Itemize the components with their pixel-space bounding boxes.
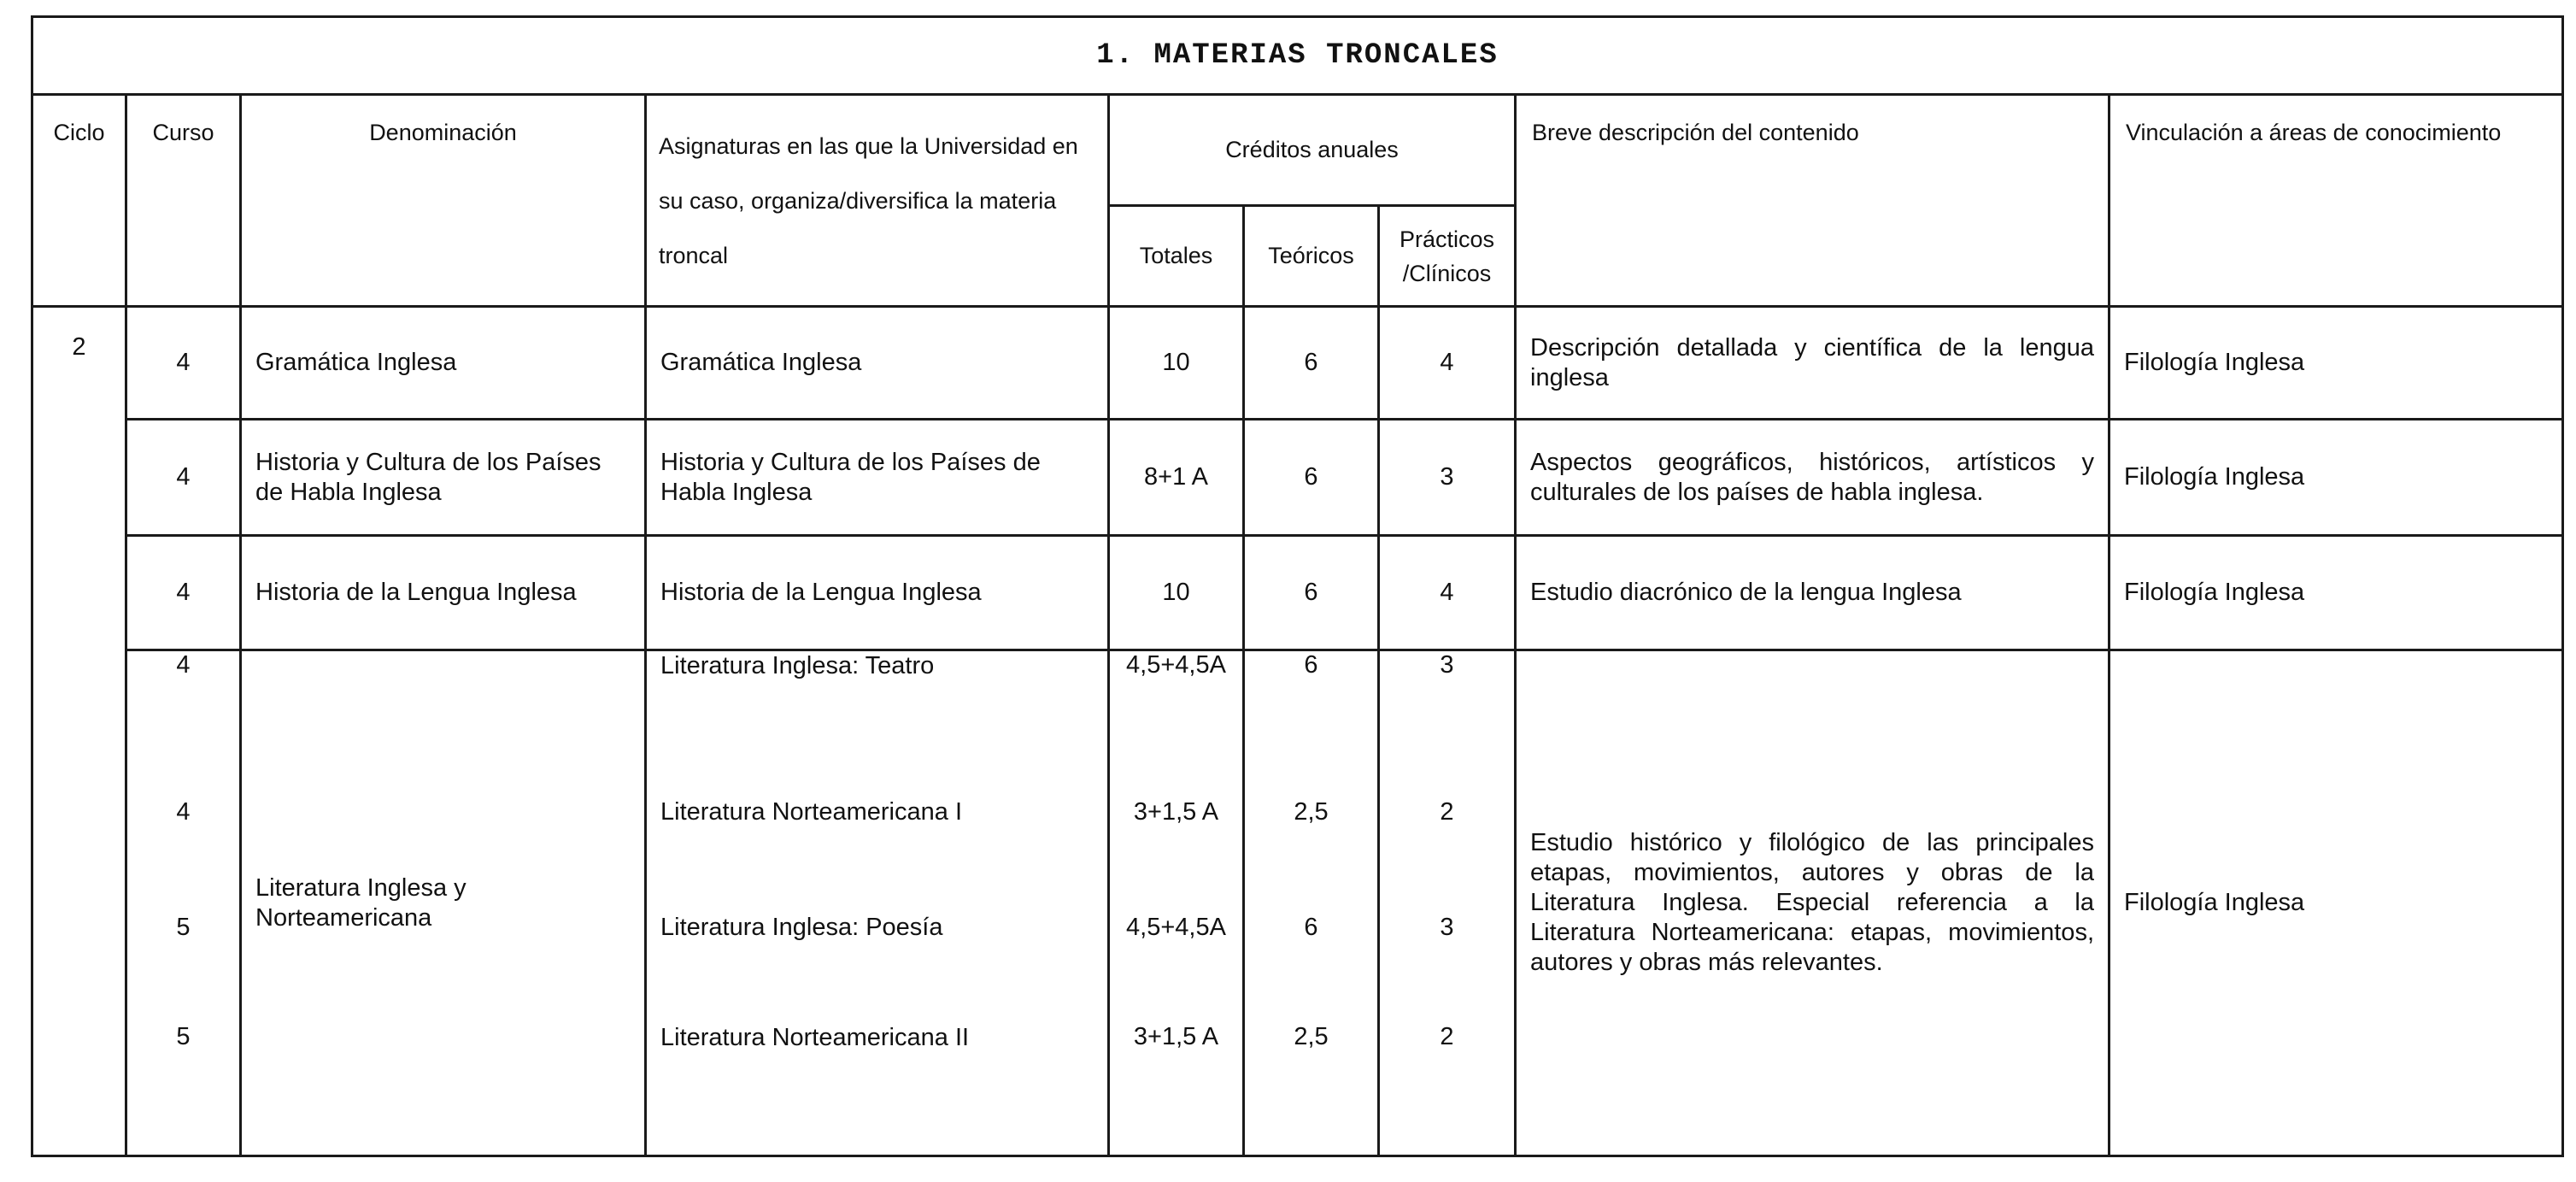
lit-descripcion: Estudio histórico y filológico de las principales etapas, movimientos, autores y obras de la Literatura Inglesa. Especial referencia a la Literatura Norteamericana: etapas, movimientos, autores y obras más relevantes. [1516,650,2110,1156]
materias-troncales-table [31,15,2564,1157]
header-descripcion: Breve descripción del contenido [1516,95,2110,307]
table-title: 1. MATERIAS TRONCALES [32,17,2563,95]
lit-teoricos: 2,5 [1294,797,1329,826]
header-teoricos: Teóricos [1244,206,1379,307]
row-asignatura: Historia y Cultura de los Países de Habla Inglesa [646,420,1109,536]
lit-asignatura: Literatura Norteamericana I [660,797,962,826]
row-totales: 8+1 A [1109,420,1244,536]
lit-teoricos: 2,5 [1244,985,1379,1156]
row-teoricos: 6 [1244,307,1379,420]
lit-curso: 4 [126,650,241,755]
header-curso: Curso [126,95,241,307]
row-teoricos: 6 [1244,420,1379,536]
header-ciclo: Ciclo [32,95,126,307]
lit-totales: 3+1,5 A [1109,985,1244,1156]
row-descripcion: Estudio diacrónico de la lengua Inglesa [1516,536,2110,650]
header-denominacion: Denominación [241,95,646,307]
row-asignatura: Historia de la Lengua Inglesa [646,536,1109,650]
row-descripcion: Aspectos geográficos, históricos, artísticos y culturales de los países de habla inglesa. [1516,420,2110,536]
lit-asignatura: Literatura Inglesa: Teatro [646,650,1109,755]
lit-asignatura: Literatura Inglesa: Poesía [660,913,943,941]
row-denominacion: Historia y Cultura de los Países de Habla Inglesa [241,420,646,536]
lit-teoricos-group [1244,755,1379,985]
lit-curso-group [126,755,241,985]
lit-asignatura-group [646,755,1109,985]
lit-curso: 5 [126,985,241,1156]
row-totales: 10 [1109,307,1244,420]
lit-teoricos: 6 [1244,650,1379,755]
row-descripcion: Descripción detallada y científica de la lengua inglesa [1516,307,2110,420]
row-denominacion: Historia de la Lengua Inglesa [241,536,646,650]
row-curso: 4 [126,420,241,536]
ciclo-value: 2 [32,307,126,1156]
row-vinculacion: Filología Inglesa [2110,420,2563,536]
lit-practicos: 3 [1379,650,1516,755]
header-asignaturas: Asignaturas en las que la Universidad en su caso, organiza/diversifica la materia troncal [646,95,1109,307]
header-practicos: Prácticos /Clínicos [1379,206,1516,307]
row-denominacion: Gramática Inglesa [241,307,646,420]
header-totales: Totales [1109,206,1244,307]
lit-denominacion: Literatura Inglesa y Norteamericana [241,650,646,1156]
lit-totales-group [1109,755,1244,985]
lit-vinculacion: Filología Inglesa [2110,650,2563,1156]
lit-totales: 4,5+4,5A [1126,913,1226,941]
row-curso: 4 [126,307,241,420]
lit-curso: 5 [176,913,191,941]
row-teoricos: 6 [1244,536,1379,650]
lit-totales: 4,5+4,5A [1109,650,1244,755]
row-curso: 4 [126,536,241,650]
row-totales: 10 [1109,536,1244,650]
row-practicos: 3 [1379,420,1516,536]
lit-curso: 4 [176,797,191,826]
lit-totales: 3+1,5 A [1133,797,1219,826]
row-asignatura: Gramática Inglesa [646,307,1109,420]
lit-practicos: 3 [1440,913,1454,941]
header-creditos-anuales: Créditos anuales [1109,95,1516,206]
lit-practicos: 2 [1379,985,1516,1156]
lit-practicos: 2 [1440,797,1454,826]
lit-teoricos: 6 [1304,913,1318,941]
lit-practicos-group [1379,755,1516,985]
lit-asignatura: Literatura Norteamericana II [646,985,1109,1156]
row-practicos: 4 [1379,536,1516,650]
header-vinculacion: Vinculación a áreas de conocimiento [2110,95,2563,307]
row-practicos: 4 [1379,307,1516,420]
row-vinculacion: Filología Inglesa [2110,536,2563,650]
row-vinculacion: Filología Inglesa [2110,307,2563,420]
